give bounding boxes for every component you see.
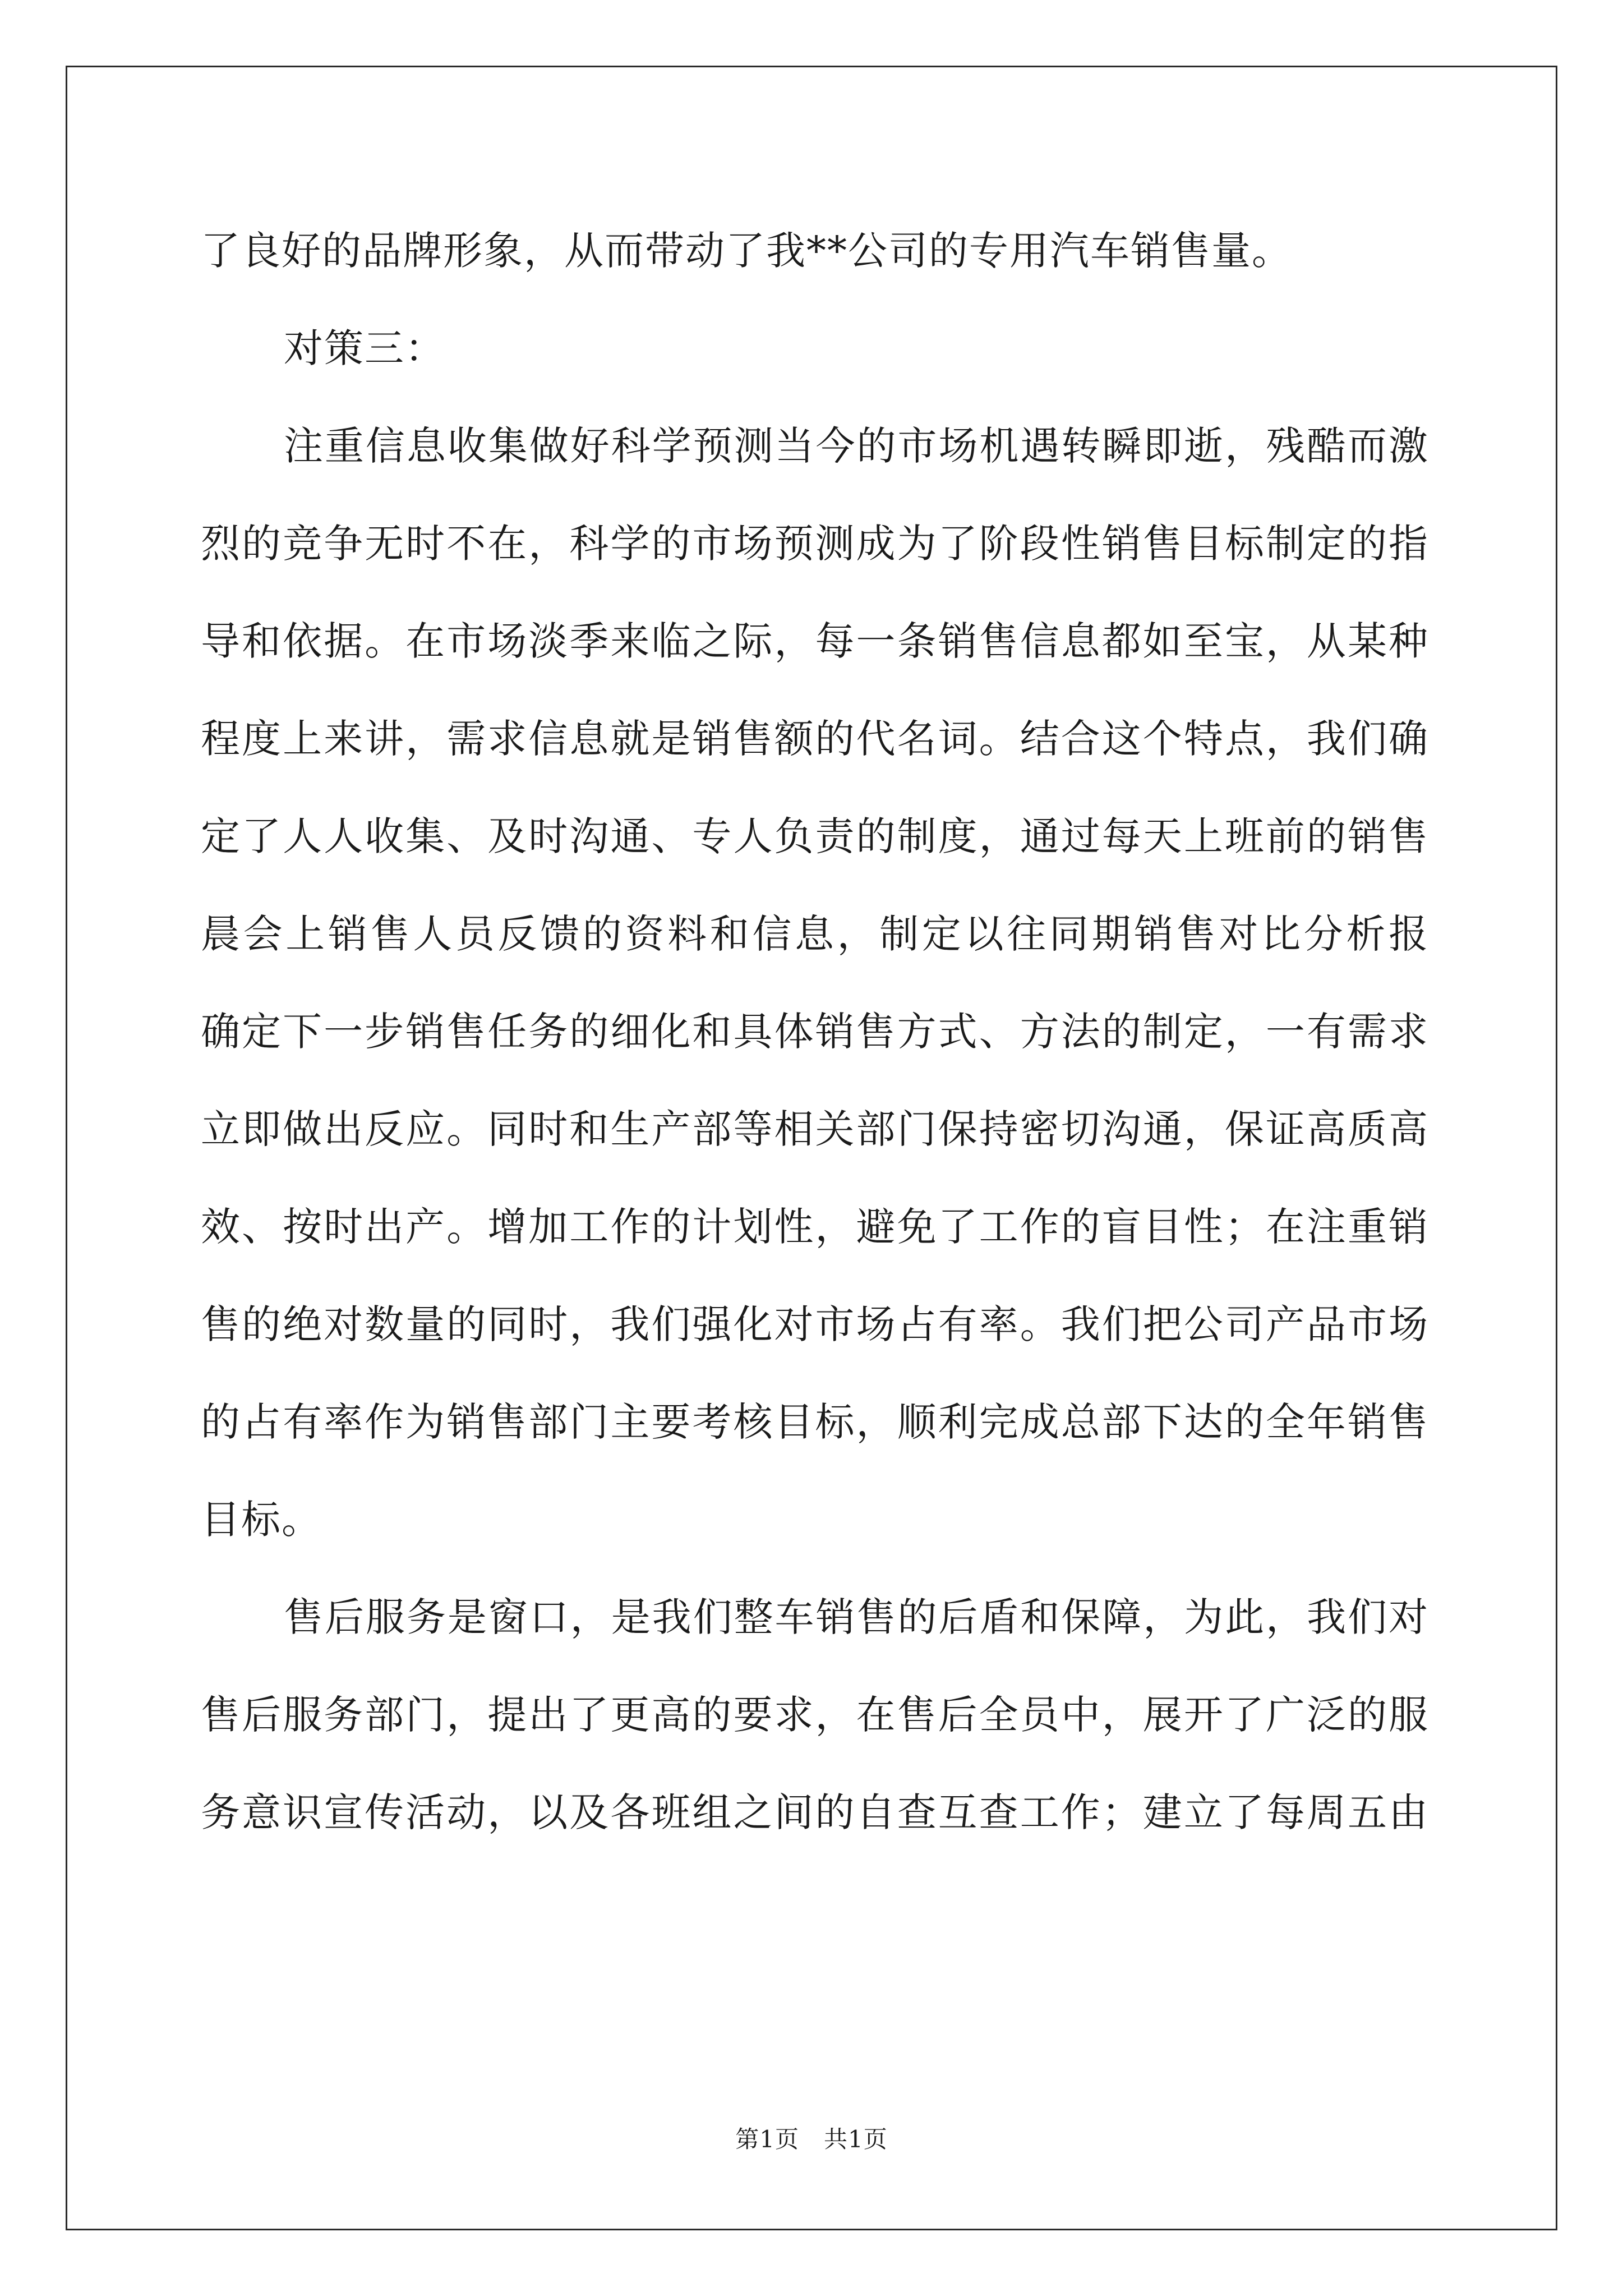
text-line: 导和依据。在市场淡季来临之际，每一条销售信息都如至宝，从某种: [201, 618, 1429, 664]
document-body: [201, 202, 1429, 1861]
text-line: 晨会上销售人员反馈的资料和信息，制定以往同期销售对比分析报: [201, 911, 1429, 957]
text-line: 确定下一步销售任务的细化和具体销售方式、方法的制定，一有需求: [201, 1009, 1429, 1055]
page-number: 第1页: [735, 2125, 799, 2153]
text-line: 定了人人收集、及时沟通、专人负责的制度，通过每天上班前的销售: [201, 813, 1429, 859]
text-line: 售后服务部门，提出了更高的要求，在售后全员中，展开了广泛的服: [201, 1692, 1429, 1738]
text-line: 立即做出反应。同时和生产部等相关部门保持密切沟通，保证高质高: [201, 1106, 1429, 1152]
text-line: 注重信息收集做好科学预测当今的市场机遇转瞬即逝，残酷而激: [284, 423, 1429, 469]
text-line: 售后服务是窗口，是我们整车销售的后盾和保障，为此，我们对: [284, 1594, 1429, 1640]
text-line: 务意识宣传活动，以及各班组之间的自查互查工作；建立了每周五由: [201, 1789, 1429, 1835]
page-total: 共1页: [824, 2125, 888, 2153]
section-heading: 对策三：: [284, 325, 445, 371]
text-line: 效、按时出产。增加工作的计划性，避免了工作的盲目性；在注重销: [201, 1204, 1429, 1250]
text-line: 目标。: [201, 1497, 322, 1543]
text-line: 了良好的品牌形象，从而带动了我**公司的专用汽车销售量。: [201, 228, 1292, 274]
text-line: 烈的竞争无时不在，科学的市场预测成为了阶段性销售目标制定的指: [201, 521, 1429, 567]
text-line: 程度上来讲，需求信息就是销售额的代名词。结合这个特点，我们确: [201, 716, 1429, 762]
text-line: 的占有率作为销售部门主要考核目标，顺利完成总部下达的全年销售: [201, 1399, 1429, 1445]
page-footer: [0, 2123, 1623, 2156]
text-line: 售的绝对数量的同时，我们强化对市场占有率。我们把公司产品市场: [201, 1301, 1429, 1347]
